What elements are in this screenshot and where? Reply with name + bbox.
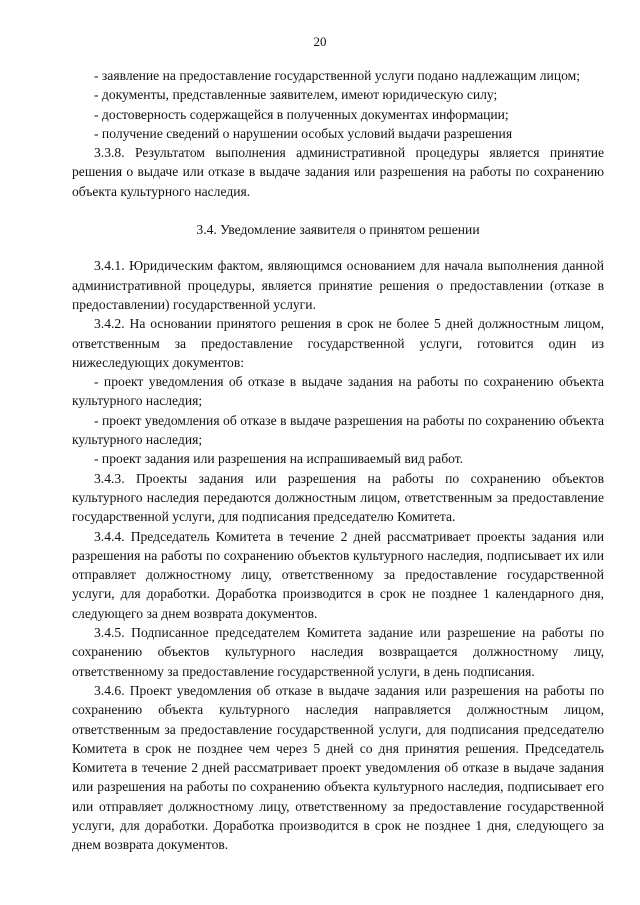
list-item-task-refusal-draft: - проект уведомления об отказе в выдаче задания на работы по сохранению объекта культурного наследия;	[72, 374, 604, 409]
list-item-task-or-permit-draft: - проект задания или разрешения на испрашиваемый вид работ.	[94, 451, 464, 467]
paragraph-3-4-5: 3.4.5. Подписанное председателем Комитета задание или разрешение на работы по сохранению объектов культурного наследия возвращается должностному лицу, ответственному за предоставление государственной услуги, в день подписания.	[72, 625, 604, 679]
section-heading-3-4: 3.4. Уведомление заявителя о принятом решении	[196, 222, 480, 238]
list-item-permit-refusal-draft: - проект уведомления об отказе в выдаче разрешения на работы по сохранению объекта культурного наследия;	[72, 412, 604, 448]
paragraph-3-4-3: 3.4.3. Проекты задания или разрешения на работы по сохранению объектов культурного наследия передаются должностным лицом, ответственным за предоставление государственной услуги, для подписания председателю Комитета.	[72, 470, 604, 525]
list-item-documents-legal-force: - документы, представленные заявителем, имеют юридическую силу;	[94, 87, 498, 103]
paragraph-3-4-6: 3.4.6. Проект уведомления об отказе в выдаче задания или разрешения на работы по сохранению объекта культурного наследия направляется должностным лицом, ответственным за предоставление государственной услуги, для подписания председателю Комитета в срок не позднее чем через 5 дней со дня принятия решения. Председатель Комитета в течение 2 дней рассматривает проект уведомления об отказе в выдаче задания или разрешения на работы по сохранению объекта культурного наследия, подписывает его или отправляет должностному лицу, ответственному за предоставление государственной услуги, для доработки. Доработка производится в срок не позднее 1 дня, следующего за днем возврата документов.	[72, 682, 604, 853]
list-item-violation-information: - получение сведений о нарушении особых условий выдачи разрешения	[94, 125, 513, 141]
paragraph-3-3-8: 3.3.8. Результатом выполнения административной процедуры является принятие решения о выдаче или отказе в выдаче задания или разрешения на работы по сохранению объекта культурного наследия.	[72, 145, 604, 199]
paragraph-3-4-1: 3.4.1. Юридическим фактом, являющимся основанием для начала выполнения данной административной процедуры, является принятие решения о предоставлении (отказе в предоставлении) государственной услуги.	[72, 258, 604, 312]
list-item-information-reliability: - достоверность содержащейся в полученных документах информации;	[94, 106, 509, 122]
page-number: 20	[313, 34, 327, 49]
document-body	[72, 66, 604, 855]
paragraph-3-4-4: 3.4.4. Председатель Комитета в течение 2 дней рассматривает проекты задания или разрешения на работы по сохранению объектов культурного наследия, подписывает их или отправляет должностному лицу, ответственному за предоставление государственной услуги, для доработки. Доработка производится в срок не позднее 1 календарного дня, следующего за днем возврата документов.	[72, 528, 604, 621]
paragraph-3-4-2: 3.4.2. На основании принятого решения в срок не более 5 дней должностным лицом, ответственным за предоставление государственной услуги, готовится один из нижеследующих документов:	[72, 316, 604, 370]
list-item-application-proper-person: - заявление на предоставление государственной услуги подано надлежащим лицом;	[94, 68, 581, 83]
